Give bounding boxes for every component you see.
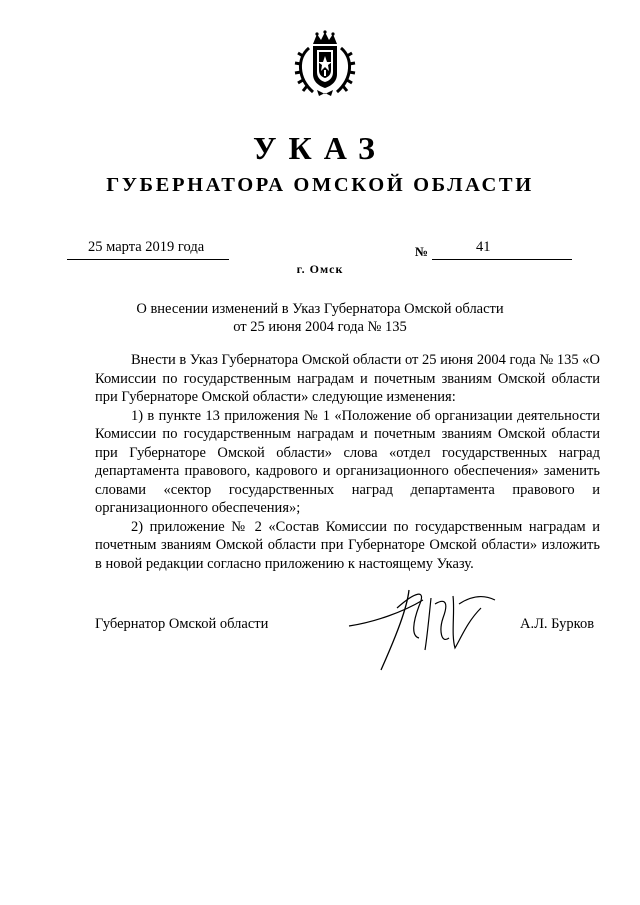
document-title: УКАЗ <box>253 130 387 166</box>
document-subtitle: ГУБЕРНАТОРА ОМСКОЙ ОБЛАСТИ <box>106 174 534 196</box>
body-paragraph-1: Внести в Указ Губернатора Омской области от 25 июня 2004 года № 135 «О Комиссии по государственным наградам и почетным званиям Омской области при Губернаторе Омской области» следующие изменения: <box>95 352 600 405</box>
decree-date: 25 марта 2019 года <box>88 239 205 255</box>
signatory-title: Губернатор Омской области <box>95 616 269 632</box>
decree-city: г. Омск <box>296 262 344 276</box>
omsk-coat-of-arms-icon <box>291 30 359 98</box>
subject-line-2: от 25 июня 2004 года № 135 <box>233 319 407 335</box>
signatory-name: А.Л. Бурков <box>520 616 595 632</box>
body-paragraph-2: 1) в пункте 13 приложения № 1 «Положение об организации деятельности Комиссии по государственным наградам и почетным званиям Омской области при Губернаторе Омской области» слова «отдел государственных наград департамента правового, кадрового и организационного обеспечения» заменить словами «сектор государственных наград департамента правового и организационного обеспечения»; <box>95 407 600 516</box>
date-field <box>67 239 229 260</box>
number-field <box>432 239 572 260</box>
subject-line-1: О внесении изменений в Указ Губернатора Омской области <box>136 301 504 317</box>
decree-body <box>95 351 600 573</box>
decree-subject <box>0 300 640 336</box>
handwritten-signature <box>345 578 505 678</box>
decree-number: 41 <box>476 239 491 255</box>
body-paragraph-3: 2) приложение № 2 «Состав Комиссии по государственным наградам и почетным званиям Омской области при Губернаторе Омской области» изложить в новой редакции согласно приложению к настоящему Указу. <box>95 518 600 572</box>
number-sign: № <box>415 244 429 259</box>
